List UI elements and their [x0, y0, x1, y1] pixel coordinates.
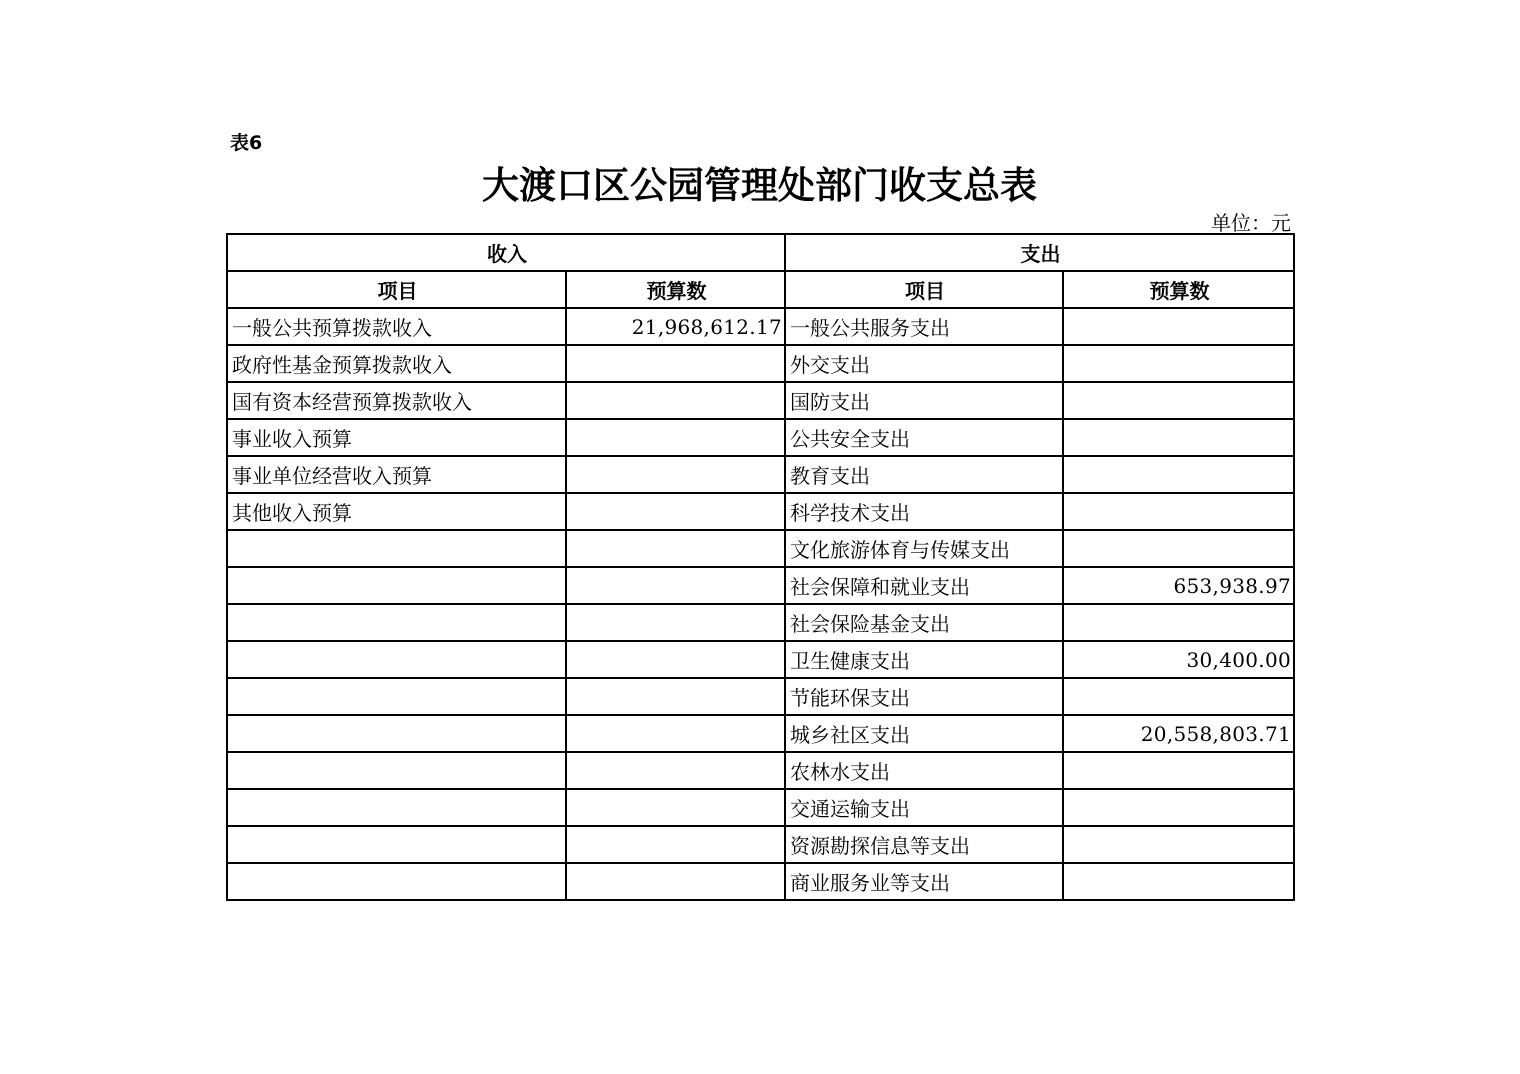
income-amount-cell	[566, 567, 785, 604]
income-item-cell	[227, 715, 566, 752]
expense-amount-cell	[1063, 604, 1294, 641]
expense-amount-cell	[1063, 419, 1294, 456]
income-amount-cell	[566, 530, 785, 567]
unit-label: 单位：元	[1211, 211, 1291, 235]
income-amount-column-header: 预算数	[566, 271, 785, 308]
expense-item-cell: 节能环保支出	[785, 678, 1063, 715]
expense-amount-cell: 20,558,803.71	[1063, 715, 1294, 752]
expense-amount-cell	[1063, 382, 1294, 419]
table-row	[227, 345, 1294, 382]
income-amount-cell	[566, 604, 785, 641]
expense-amount-cell: 30,400.00	[1063, 641, 1294, 678]
table-row	[227, 752, 1294, 789]
expense-item-cell: 国防支出	[785, 382, 1063, 419]
income-item-cell: 一般公共预算拨款收入	[227, 308, 566, 345]
income-item-cell	[227, 641, 566, 678]
income-item-cell	[227, 567, 566, 604]
page-title: 大渡口区公园管理处部门收支总表	[482, 164, 1037, 207]
table-row	[227, 604, 1294, 641]
expense-item-cell: 农林水支出	[785, 752, 1063, 789]
income-amount-cell	[566, 419, 785, 456]
income-amount-cell: 21,968,612.17	[566, 308, 785, 345]
expense-item-cell: 社会保障和就业支出	[785, 567, 1063, 604]
table-row	[227, 567, 1294, 604]
expense-item-cell: 教育支出	[785, 456, 1063, 493]
income-item-column-header: 项目	[227, 271, 566, 308]
income-item-cell: 事业收入预算	[227, 419, 566, 456]
expense-amount-cell	[1063, 826, 1294, 863]
income-item-cell	[227, 826, 566, 863]
income-amount-cell	[566, 826, 785, 863]
table-row	[227, 641, 1294, 678]
expense-amount-cell	[1063, 789, 1294, 826]
expense-item-cell: 商业服务业等支出	[785, 863, 1063, 900]
expense-item-cell: 科学技术支出	[785, 493, 1063, 530]
expense-item-cell: 公共安全支出	[785, 419, 1063, 456]
expense-amount-cell	[1063, 308, 1294, 345]
income-item-cell	[227, 863, 566, 900]
income-item-cell	[227, 678, 566, 715]
income-item-cell: 事业单位经营收入预算	[227, 456, 566, 493]
income-amount-cell	[566, 678, 785, 715]
expense-amount-cell: 653,938.97	[1063, 567, 1294, 604]
income-amount-cell	[566, 641, 785, 678]
table-row	[227, 530, 1294, 567]
income-amount-cell	[566, 752, 785, 789]
table-number-label: 表6	[230, 132, 263, 154]
income-item-cell: 国有资本经营预算拨款收入	[227, 382, 566, 419]
expense-item-cell: 外交支出	[785, 345, 1063, 382]
table-row	[227, 678, 1294, 715]
expense-item-cell: 文化旅游体育与传媒支出	[785, 530, 1063, 567]
expense-item-cell: 城乡社区支出	[785, 715, 1063, 752]
income-item-cell	[227, 752, 566, 789]
expense-section-header: 支出	[785, 234, 1294, 271]
expense-amount-cell	[1063, 456, 1294, 493]
income-expense-summary-table	[226, 233, 1295, 901]
expense-amount-cell	[1063, 678, 1294, 715]
expense-item-cell: 资源勘探信息等支出	[785, 826, 1063, 863]
table-header-section-row	[227, 234, 1294, 271]
expense-item-cell: 社会保险基金支出	[785, 604, 1063, 641]
expense-amount-cell	[1063, 752, 1294, 789]
income-amount-cell	[566, 493, 785, 530]
income-amount-cell	[566, 715, 785, 752]
income-item-cell	[227, 604, 566, 641]
income-item-cell	[227, 530, 566, 567]
table-row	[227, 382, 1294, 419]
table-header-column-row	[227, 271, 1294, 308]
expense-item-cell: 卫生健康支出	[785, 641, 1063, 678]
table-row	[227, 715, 1294, 752]
income-item-cell	[227, 789, 566, 826]
table-row	[227, 419, 1294, 456]
expense-item-column-header: 项目	[785, 271, 1063, 308]
table-row	[227, 863, 1294, 900]
income-amount-cell	[566, 345, 785, 382]
expense-item-cell: 交通运输支出	[785, 789, 1063, 826]
expense-item-cell: 一般公共服务支出	[785, 308, 1063, 345]
expense-amount-cell	[1063, 863, 1294, 900]
income-item-cell: 政府性基金预算拨款收入	[227, 345, 566, 382]
income-amount-cell	[566, 789, 785, 826]
table-row	[227, 826, 1294, 863]
table-row	[227, 789, 1294, 826]
expense-amount-cell	[1063, 493, 1294, 530]
income-item-cell: 其他收入预算	[227, 493, 566, 530]
expense-amount-column-header: 预算数	[1063, 271, 1294, 308]
income-amount-cell	[566, 382, 785, 419]
expense-amount-cell	[1063, 530, 1294, 567]
income-section-header: 收入	[227, 234, 785, 271]
table-row	[227, 493, 1294, 530]
expense-amount-cell	[1063, 345, 1294, 382]
table-row	[227, 456, 1294, 493]
income-amount-cell	[566, 863, 785, 900]
income-amount-cell	[566, 456, 785, 493]
table-row	[227, 308, 1294, 345]
